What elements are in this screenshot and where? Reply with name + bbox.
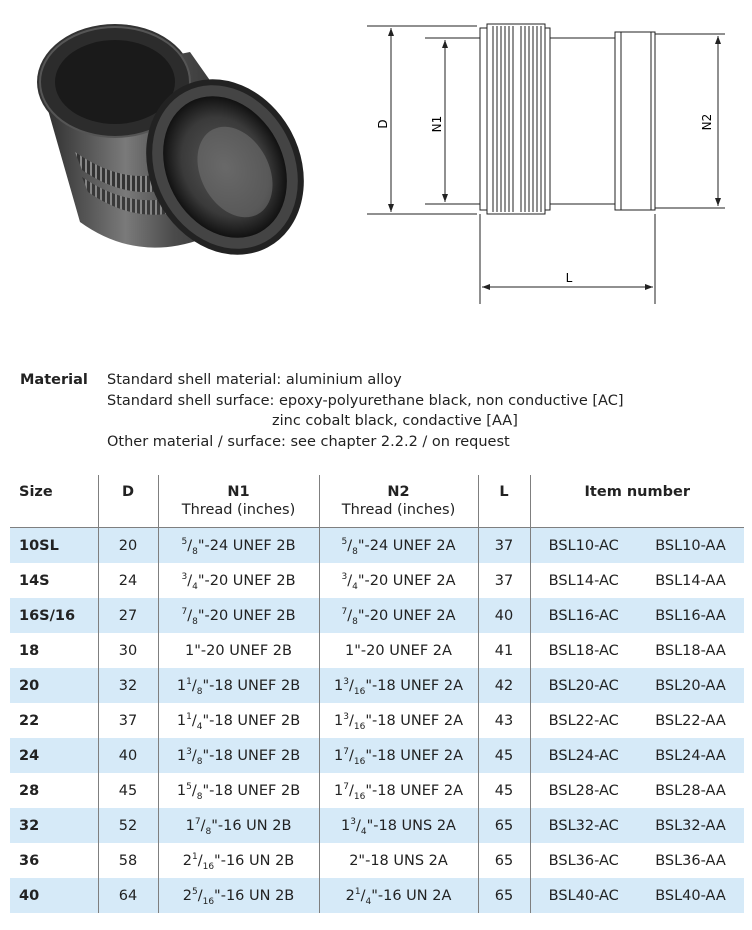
table-row bbox=[10, 633, 744, 668]
cell-item-aa: BSL24-AA bbox=[637, 738, 744, 773]
thread-numerator: 5 bbox=[341, 536, 348, 547]
thread-denominator: 4 bbox=[352, 581, 358, 592]
thread-whole: 1 bbox=[185, 817, 195, 834]
cell-l: 43 bbox=[478, 703, 530, 738]
cell-d: 52 bbox=[98, 808, 158, 843]
thread-whole: 2 bbox=[182, 852, 192, 869]
thread-denominator: 16 bbox=[353, 686, 366, 697]
cell-l: 42 bbox=[478, 668, 530, 703]
cell-l: 45 bbox=[478, 738, 530, 773]
header-n2-title: N2 bbox=[387, 484, 410, 500]
thread-spec: "-16 UN 2B bbox=[214, 852, 295, 869]
cell-size: 14S bbox=[19, 572, 50, 589]
thread-denominator: 16 bbox=[353, 721, 366, 732]
material-label: Material bbox=[20, 372, 88, 388]
cell-l: 41 bbox=[478, 633, 530, 668]
thread-spec: "-20 UNEF 2A bbox=[354, 642, 452, 659]
thread-spec: "-18 UNEF 2B bbox=[202, 782, 301, 799]
cell-size: 40 bbox=[10, 878, 98, 913]
cell-size: 36 bbox=[19, 852, 40, 869]
cell-item-ac: BSL18-AC bbox=[530, 633, 637, 668]
table-row bbox=[10, 598, 744, 633]
material-line: Standard shell material: aluminium alloy bbox=[107, 372, 402, 388]
thread-spec: "-24 UNEF 2A bbox=[357, 537, 456, 554]
material-line: Other material / surface: see chapter 2.2.2 / on request bbox=[107, 433, 510, 450]
thread-numerator: 1 bbox=[186, 711, 192, 722]
thread-whole: 1 bbox=[176, 712, 187, 729]
cell-d: 58 bbox=[98, 843, 158, 878]
thread-denominator: 4 bbox=[365, 896, 372, 907]
table-row bbox=[10, 738, 744, 773]
cell-item-ac: BSL28-AC bbox=[530, 773, 637, 808]
cell-item-aa: BSL10-AA bbox=[637, 528, 744, 564]
thread-whole: 2 bbox=[182, 887, 192, 904]
thread-numerator: 1 bbox=[354, 886, 361, 897]
dim-l-label: L bbox=[565, 271, 573, 285]
cell-n1: $2^1/_{16}"-16$ UN 2B bbox=[158, 843, 319, 878]
thread-numerator: 3 bbox=[350, 816, 356, 827]
thread-spec: "-18 UNEF 2A bbox=[365, 712, 463, 729]
cell-item-aa: BSL40-AA bbox=[637, 878, 744, 913]
thread-denominator: 8 bbox=[205, 826, 212, 837]
cell-item-ac: BSL24-AC bbox=[530, 738, 637, 773]
thread-numerator: 7 bbox=[343, 781, 349, 792]
dim-d-label: D bbox=[376, 119, 390, 129]
table-row bbox=[10, 773, 744, 808]
dim-n1-label: N1 bbox=[430, 115, 444, 133]
thread-denominator: 4 bbox=[192, 581, 198, 592]
thread-whole: 1 bbox=[334, 677, 344, 694]
cell-item-ac: BSL10-AC bbox=[530, 528, 637, 564]
thread-whole: 2 bbox=[349, 852, 359, 869]
thread-whole: 2 bbox=[345, 887, 355, 904]
thread-whole: 1 bbox=[176, 782, 187, 799]
cell-size: 10SL bbox=[10, 528, 98, 564]
thread-denominator: 16 bbox=[353, 791, 366, 802]
table-row bbox=[10, 563, 744, 598]
thread-spec: "-18 UNEF 2A bbox=[365, 677, 463, 694]
table-header-row bbox=[10, 475, 744, 528]
cell-item-aa: BSL32-AA bbox=[637, 808, 744, 843]
header-size: Size bbox=[10, 475, 98, 528]
cell-d: 32 bbox=[98, 668, 158, 703]
table-row bbox=[10, 668, 744, 703]
thread-spec: "-18 UNS 2A bbox=[358, 852, 448, 869]
cell-d: 45 bbox=[98, 773, 158, 808]
thread-whole: 1 bbox=[345, 642, 355, 659]
thread-numerator: 3 bbox=[343, 711, 349, 722]
cell-size: 32 bbox=[10, 808, 98, 843]
cell-item-ac: BSL36-AC bbox=[530, 843, 637, 878]
cell-item-aa: BSL16-AA bbox=[637, 598, 744, 633]
thread-spec: "-16 UN 2A bbox=[371, 887, 452, 904]
cell-d: 64 bbox=[98, 878, 158, 913]
cell-n2: $2^1/_4"-16$ UN 2A bbox=[319, 878, 478, 913]
cell-item-aa: BSL28-AA bbox=[655, 782, 726, 799]
header-n2 bbox=[319, 475, 478, 528]
cell-n1: $^5/_8"-24$ UNEF 2B bbox=[158, 528, 319, 564]
thread-denominator: 8 bbox=[352, 616, 358, 627]
cell-n1: $^3/_4"-20$ UNEF 2B bbox=[158, 563, 319, 598]
cell-n2: $1^7/_{16}"-18$ UNEF 2A bbox=[319, 738, 478, 773]
thread-numerator: 3 bbox=[181, 571, 188, 582]
cell-size: 16S/16 bbox=[10, 598, 98, 633]
thread-spec: "-16 UN 2B bbox=[214, 887, 295, 904]
thread-numerator: 7 bbox=[343, 746, 349, 757]
cell-item-aa: BSL20-AA bbox=[637, 668, 744, 703]
thread-numerator: 3 bbox=[186, 746, 192, 757]
table-row bbox=[10, 808, 744, 843]
technical-drawing bbox=[365, 14, 745, 314]
cell-d: 40 bbox=[98, 738, 158, 773]
cell-n2: $^3/_4"-20$ UNEF 2A bbox=[319, 563, 478, 598]
thread-whole: 1 bbox=[176, 747, 187, 764]
thread-spec: "-20 UNEF 2B bbox=[197, 607, 296, 624]
cell-l: 37 bbox=[478, 528, 530, 564]
thread-whole: 1 bbox=[176, 677, 187, 694]
thread-spec: "-18 UNEF 2A bbox=[365, 782, 463, 799]
thread-spec: "-18 UNEF 2B bbox=[202, 747, 301, 764]
thread-numerator: 3 bbox=[341, 571, 348, 582]
thread-whole: 1 bbox=[341, 817, 351, 834]
cell-d: 24 bbox=[98, 563, 158, 598]
cell-size: 20 bbox=[10, 668, 98, 703]
cell-n2: $1^3/_{16}"-18$ UNEF 2A bbox=[319, 668, 478, 703]
material-line: zinc cobalt black, condactive [AA] bbox=[272, 413, 518, 429]
cell-item-aa: BSL22-AA bbox=[655, 712, 726, 729]
cell-n1: $1^3/_8"-18$ UNEF 2B bbox=[158, 738, 319, 773]
cell-item-ac: BSL14-AC bbox=[530, 563, 637, 598]
thread-denominator: 16 bbox=[353, 756, 366, 767]
header-n2-subtitle: Thread (inches) bbox=[341, 502, 456, 518]
cell-item-ac: BSL40-AC bbox=[530, 878, 637, 913]
cell-l: 65 bbox=[478, 878, 530, 913]
product-photo bbox=[20, 12, 305, 277]
cell-size: 28 bbox=[19, 782, 40, 799]
thread-denominator: 8 bbox=[352, 546, 358, 557]
table-row bbox=[10, 843, 744, 878]
thread-denominator: 8 bbox=[196, 791, 203, 802]
table-row bbox=[10, 703, 744, 738]
thread-spec: "-20 UNEF 2A bbox=[357, 572, 456, 589]
cell-d: 27 bbox=[98, 598, 158, 633]
cell-n1: $1^5/_8"-18$ UNEF 2B bbox=[158, 773, 319, 808]
thread-denominator: 4 bbox=[360, 826, 367, 837]
thread-numerator: 5 bbox=[186, 781, 192, 792]
cell-item-ac: BSL16-AC bbox=[530, 598, 637, 633]
thread-denominator: 16 bbox=[202, 896, 215, 907]
thread-denominator: 8 bbox=[192, 616, 198, 627]
thread-numerator: 7 bbox=[194, 816, 201, 827]
cell-n2: $1^7/_{16}"-18$ UNEF 2A bbox=[319, 773, 478, 808]
cell-n2 bbox=[319, 633, 478, 668]
spec-table-body bbox=[10, 528, 744, 914]
cell-item-aa: BSL18-AA bbox=[655, 642, 726, 659]
header-n1-title: N1 bbox=[227, 484, 250, 500]
cell-n1: $2^5/_{16}"-16$ UN 2B bbox=[158, 878, 319, 913]
cell-size: 24 bbox=[10, 738, 98, 773]
thread-numerator: 3 bbox=[343, 676, 349, 687]
cell-item-aa: BSL14-AA bbox=[655, 572, 726, 589]
spec-table bbox=[10, 475, 744, 913]
thread-spec: "-16 UN 2B bbox=[211, 817, 292, 834]
cell-l: 37 bbox=[478, 563, 530, 598]
thread-numerator: 1 bbox=[186, 676, 192, 687]
thread-denominator: 16 bbox=[202, 861, 215, 872]
thread-numerator: 5 bbox=[181, 536, 188, 547]
thread-denominator: 4 bbox=[196, 721, 203, 732]
thread-spec: "-24 UNEF 2B bbox=[197, 537, 296, 554]
cell-n1: $1^1/_4"-18$ UNEF 2B bbox=[158, 703, 319, 738]
cell-n1 bbox=[158, 633, 319, 668]
cell-d: 37 bbox=[98, 703, 158, 738]
cell-item-ac: BSL32-AC bbox=[530, 808, 637, 843]
thread-spec: "-18 UNEF 2A bbox=[365, 747, 463, 764]
cell-d: 20 bbox=[98, 528, 158, 564]
cell-size: 22 bbox=[19, 712, 40, 729]
thread-spec: "-20 UNEF 2A bbox=[357, 607, 456, 624]
material-line: Standard shell surface: epoxy-polyurethane black, non conductive [AC] bbox=[107, 392, 624, 409]
cell-l: 65 bbox=[478, 843, 530, 878]
header-n1-subtitle: Thread (inches) bbox=[181, 502, 296, 518]
cell-n2: $1^3/_{16}"-18$ UNEF 2A bbox=[319, 703, 478, 738]
dim-n2-label: N2 bbox=[700, 113, 714, 131]
thread-numerator: 7 bbox=[181, 606, 188, 617]
thread-denominator: 8 bbox=[196, 686, 203, 697]
cell-item-ac: BSL22-AC bbox=[530, 703, 637, 738]
header-n1 bbox=[158, 475, 319, 528]
cell-n2 bbox=[319, 843, 478, 878]
cell-item-aa: BSL36-AA bbox=[655, 852, 726, 869]
cell-n1: $1^7/_8"-16$ UN 2B bbox=[158, 808, 319, 843]
thread-spec: "-20 UNEF 2B bbox=[197, 572, 296, 589]
cell-l: 45 bbox=[478, 773, 530, 808]
thread-numerator: 1 bbox=[191, 851, 198, 862]
thread-denominator: 8 bbox=[196, 756, 203, 767]
cell-n1: $^7/_8"-20$ UNEF 2B bbox=[158, 598, 319, 633]
header-item-number: Item number bbox=[530, 475, 744, 528]
table-row bbox=[10, 878, 744, 913]
cell-n2: $1^3/_4"-18$ UNS 2A bbox=[319, 808, 478, 843]
cell-n2: $^5/_8"-24$ UNEF 2A bbox=[319, 528, 478, 564]
thread-numerator: 7 bbox=[341, 606, 348, 617]
cell-l: 65 bbox=[478, 808, 530, 843]
thread-whole: 1 bbox=[185, 642, 195, 659]
thread-denominator: 8 bbox=[192, 546, 198, 557]
cell-n1: $1^1/_8"-18$ UNEF 2B bbox=[158, 668, 319, 703]
thread-spec: "-18 UNEF 2B bbox=[202, 712, 301, 729]
cell-item-ac: BSL20-AC bbox=[530, 668, 637, 703]
thread-whole: 1 bbox=[334, 782, 344, 799]
cell-d: 30 bbox=[98, 633, 158, 668]
thread-whole: 1 bbox=[334, 747, 344, 764]
cell-size: 18 bbox=[19, 642, 40, 659]
thread-spec: "-18 UNEF 2B bbox=[202, 677, 301, 694]
cell-n2: $^7/_8"-20$ UNEF 2A bbox=[319, 598, 478, 633]
table-row bbox=[10, 528, 744, 564]
thread-spec: "-20 UNEF 2B bbox=[194, 642, 292, 659]
thread-numerator: 5 bbox=[191, 886, 198, 897]
header-d: D bbox=[98, 475, 158, 528]
header-l: L bbox=[478, 475, 530, 528]
thread-spec: "-18 UNS 2A bbox=[366, 817, 456, 834]
thread-whole: 1 bbox=[334, 712, 344, 729]
cell-l: 40 bbox=[478, 598, 530, 633]
